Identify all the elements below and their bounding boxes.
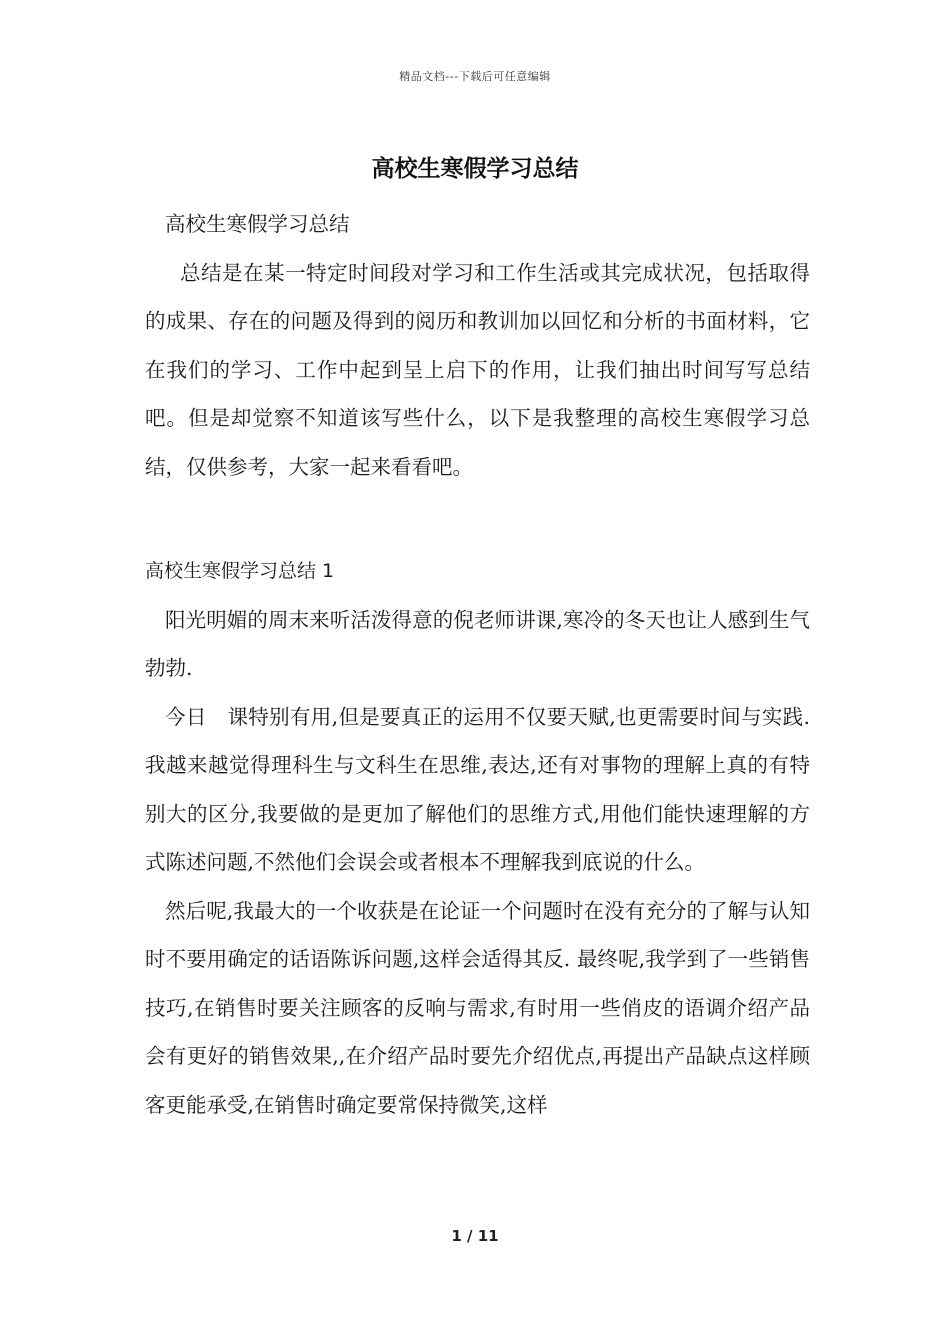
document-title: 高校生寒假学习总结 <box>371 155 579 182</box>
page-number: 1 / 11 <box>451 1227 499 1245</box>
body-paragraph: 然后呢,我最大的一个收获是在论证一个问题时在没有充分的了解与认知时不要用确定的话语陈诉问题,这样会适得其反. 最终呢,我学到了一些销售技巧,在销售时要关注顾客的反响与需求,有时用一些俏皮的语调介绍产品会有更好的销售效果,,在介绍产品时要先介绍优点,再提出产品缺点这样顾客更能承受,在销售时确定要常保持微笑,这样 <box>145 898 810 1117</box>
header-note: 精品文档---下载后可任意编辑 <box>399 70 551 83</box>
document-subtitle: 高校生寒假学习总结 <box>165 212 350 236</box>
body-paragraph: 今日 课特别有用,但是要真正的运用不仅要天赋,也更需要时间与实践.我越来越觉得理科生与文科生在思维,表达,还有对事物的理解上真的有特别大的区分,我要做的是更加了解他们的思维方式,用他们能快速理解的方式陈述问题,不然他们会误会或者根本不理解我到底说的什么。 <box>145 704 810 874</box>
body-paragraph: 阳光明媚的周末来听活泼得意的倪老师讲课,寒冷的冬天也让人感到生气勃勃. <box>145 607 810 680</box>
document-body <box>145 200 810 1129</box>
intro-paragraph: 总结是在某一特定时间段对学习和工作生活或其完成状况，包括取得的成果、存在的问题及得到的阅历和教训加以回忆和分析的书面材料，它在我们的学习、工作中起到呈上启下的作用，让我们抽出时间写写总结吧。但是却觉察不知道该写些什么，以下是我整理的高校生寒假学习总结，仅供参考，大家一起来看看吧。 <box>145 260 810 479</box>
section-heading: 高校生寒假学习总结 1 <box>145 560 335 582</box>
